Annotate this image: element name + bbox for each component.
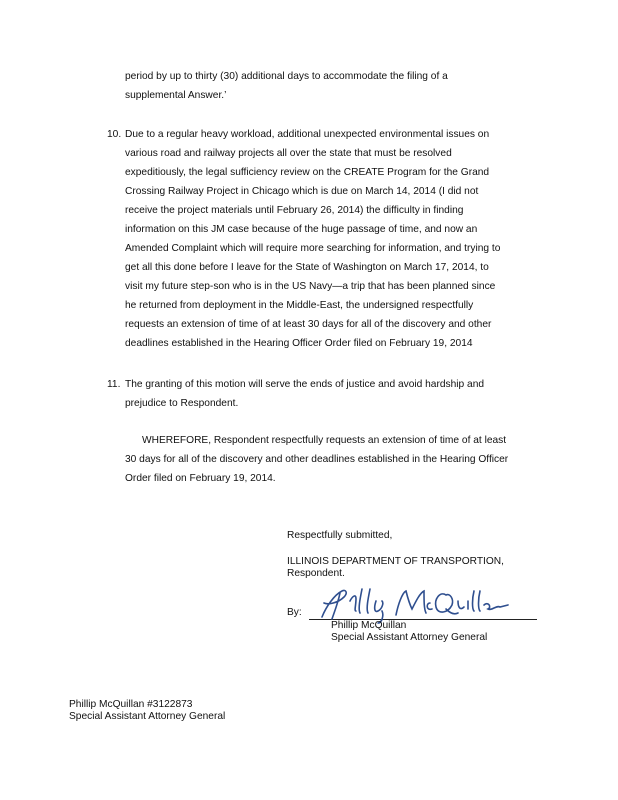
signature-stroke <box>396 591 508 615</box>
text-line: various road and railway projects all over the state that must be resolved <box>125 148 452 159</box>
text-line: get all this done before I leave for the State of Washington on March 17, 2014, to <box>125 262 489 273</box>
signature-stroke <box>322 589 383 623</box>
paragraph-number: 10. <box>107 129 122 140</box>
text-line: requests an extension of time of at least 30 days for all of the discovery and other <box>125 319 492 330</box>
text-line <box>125 431 535 450</box>
signer-name: Phillip McQuillan <box>331 620 407 631</box>
paragraph-number: 11. <box>107 379 121 390</box>
text-line: prejudice to Respondent. <box>125 398 239 409</box>
text-line: The granting of this motion will serve the ends of justice and avoid hardship and <box>125 379 485 390</box>
text-line: Amended Complaint which will require more searching for information, and trying to <box>125 243 501 254</box>
text-line: expeditiously, the legal sufficiency review on the CREATE Program for the Grand <box>125 167 490 178</box>
attorney-title: Special Assistant Attorney General <box>69 711 226 722</box>
paragraph-body <box>125 125 537 353</box>
text-line: Crossing Railway Project in Chicago which is due on March 14, 2014 (I did not <box>125 186 479 197</box>
text-line: Due to a regular heavy workload, additional unexpected environmental issues on <box>125 129 490 140</box>
text-line: period by up to thirty (30) additional days to accommodate the filing of a <box>125 71 448 82</box>
text-line: Order filed on February 19, 2014. <box>125 473 276 484</box>
by-label: By: <box>287 607 302 618</box>
closing-line: Respectfully submitted, <box>287 530 393 541</box>
agency-block <box>287 556 504 580</box>
handwritten-signature <box>312 585 512 625</box>
text-line: receive the project materials until February 26, 2014) the difficulty in finding <box>125 205 464 216</box>
wherefore-paragraph <box>125 431 535 488</box>
signer-block <box>331 620 487 644</box>
paragraph-11 <box>107 375 537 413</box>
agency-role: Respondent. <box>287 568 345 579</box>
paragraph-body <box>125 375 537 413</box>
attorney-name-number: Phillip McQuillan #3122873 <box>69 699 193 710</box>
text-line: supplemental Answer.’ <box>125 90 227 101</box>
paragraph-10 <box>107 125 537 353</box>
continuation-paragraph <box>125 67 525 105</box>
text-line: 30 days for all of the discovery and other deadlines established in the Hearing Officer <box>125 454 509 465</box>
text-line: he returned from deployment in the Middle-East, the undersigned respectfully <box>125 300 474 311</box>
text-line: deadlines established in the Hearing Officer Order filed on February 19, 2014 <box>125 338 473 349</box>
agency-name: ILLINOIS DEPARTMENT OF TRANSPORTION, <box>287 556 504 567</box>
text-line: information on this JM case because of the huge passage of time, and now an <box>125 224 478 235</box>
text-line-content: WHEREFORE, Respondent respectfully requests an extension of time of at least <box>142 435 507 446</box>
signer-title: Special Assistant Attorney General <box>331 632 488 643</box>
text-line: visit my future step-son who is in the US Navy—a trip that has been planned since <box>125 281 496 292</box>
attorney-footer <box>69 699 225 723</box>
